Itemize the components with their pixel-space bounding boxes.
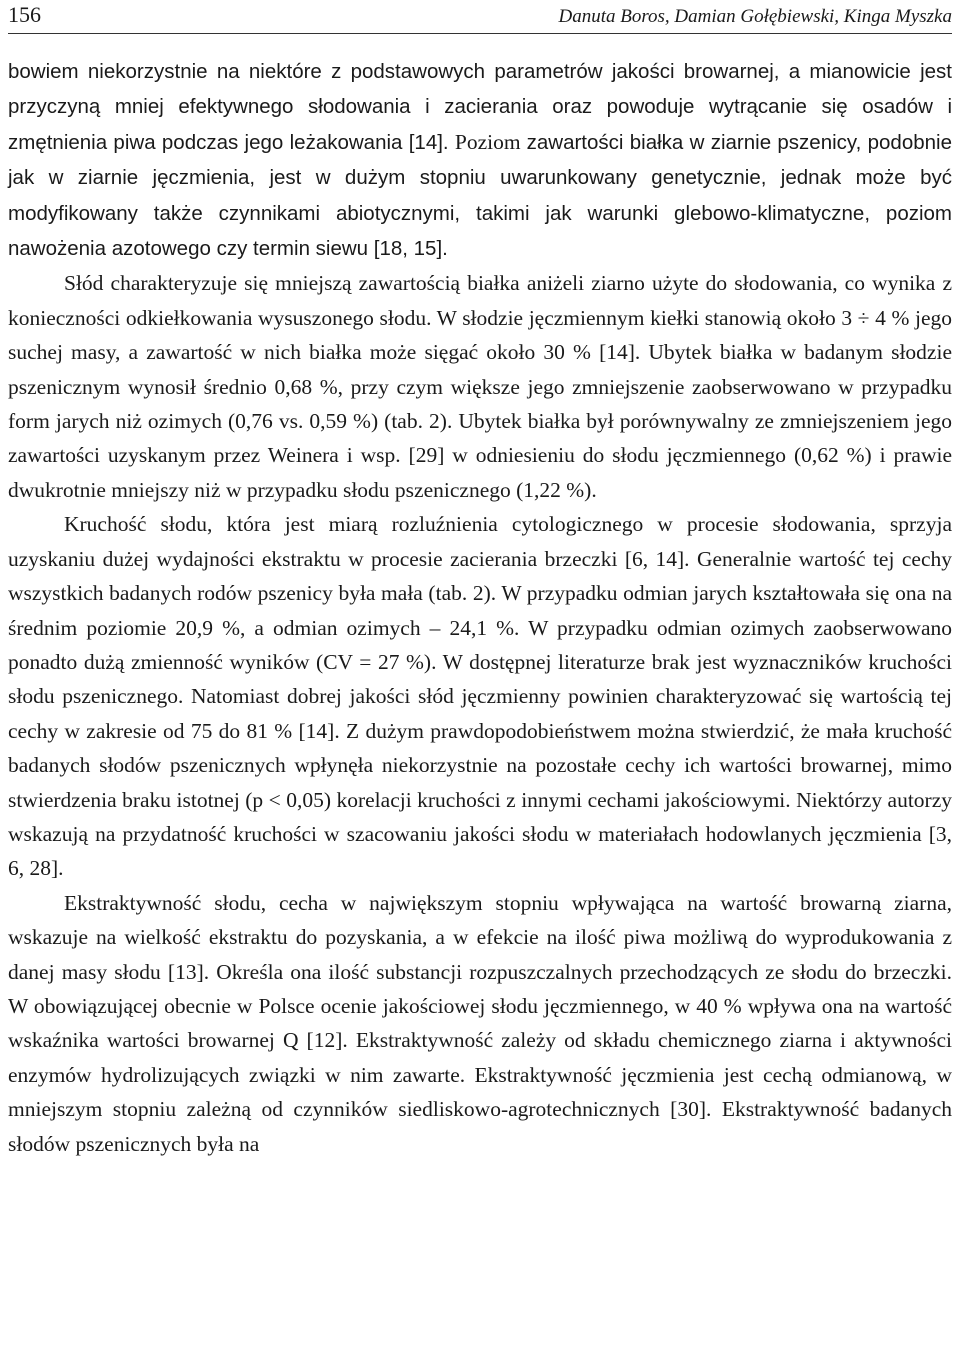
paragraph-malt-friability: [8, 507, 952, 885]
paragraph-segment: zawartości białka w ziarnie pszenicy, podobnie jak w ziarnie jęczmienia, jest w dużym stopniu uwarunkowany genetycznie, jednak może być modyfikowany także czynnikami abiotycznymi, takimi jak warunki glebowo-klimatyczne, poziom nawożenia azotowego czy termin siewu [18, 15].: [8, 130, 952, 261]
paragraph-malt-extract: [8, 886, 952, 1161]
body-text: [8, 54, 952, 1161]
paragraph-segment: Poziom: [454, 129, 527, 154]
document-page: [8, 0, 952, 1346]
page-number: 156: [8, 2, 41, 27]
paragraph-protein-content: [8, 54, 952, 266]
paragraph-segment: Kruchość słodu, która jest miarą rozluźnienia cytologicznego w procesie słodowania, sprzyja uzyskaniu dużej wydajności ekstraktu w procesie zacierania brzeczki [6, 14]. Generalnie wartość tej cechy wszystkich badanych rodów pszenicy była mała (tab. 2). W przypadku odmian jarych kształtowała się ona na średnim poziomie 20,9 %, a odmian ozimych – 24,1 %. W przypadku odmian ozimych zaobserwowano ponadto dużą zmienność wyników (CV = 27 %). W dostępnej literaturze brak jest wyznaczników kruchości słodu pszenicznego. Natomiast dobrej jakości słód jęczmienny powinien charakteryzować się wartością tej cechy w zakresie od 75 do 81 % [14]. Z dużym prawdopodobieństwem można stwierdzić, że mała kruchość badanych słodów pszenicznych wpłynęła niekorzystnie na pozostałe cechy ich wartości browarnej, mimo stwierdzenia braku istotnej (p < 0,05) korelacji kruchości z innymi cechami jakościowymi. Niektórzy autorzy wskazują na przydatność kruchości w szacowaniu jakości słodu w materiałach hodowlanych jęczmienia [3, 6, 28].: [8, 512, 952, 881]
paragraph-segment: Słód charakteryzuje się mniejszą zawartością białka aniżeli ziarno użyte do słodowania, co wynika z konieczności odkiełkowania wysuszonego słodu. W słodzie jęczmiennym kiełki stanowią około 3 ÷ 4 % jego suchej masy, a zawartość w nich białka może sięgać około 30 % [14]. Ubytek białka w badanym słodzie pszenicznym wynosił średnio 0,68 %, przy czym większe jego zmniejszenie zaobserwowano w przypadku form jarych niż ozimych (0,76 vs. 0,59 %) (tab. 2). Ubytek białka był porównywalny ze zmniejszeniem jego zawartości uzyskanym przez Weinera i wsp. [29] w odniesieniu do słodu jęczmiennego (0,62 %) i prawie dwukrotnie mniejszy niż w przypadku słodu pszenicznego (1,22 %).: [8, 271, 952, 502]
running-header-authors: Danuta Boros, Damian Gołębiewski, Kinga Myszka: [558, 6, 952, 27]
paragraph-segment: bowiem niekorzystnie na niektóre z podstawowych parametrów jakości browarnej, a mianowicie jest przyczyną mniej efektywnego słodowania i zacierania oraz powoduje wytrącanie się osadów i zmętnienia piwa podczas jego leżakowania [14].: [8, 60, 952, 154]
paragraph-malt-protein: [8, 266, 952, 507]
paragraph-segment: Ekstraktywność słodu, cecha w największym stopniu wpływająca na wartość browarną ziarna, wskazuje na wielkość ekstraktu do pozyskania, a w efekcie na ilość piwa możliwą do wyprodukowania z danej masy słodu [13]. Określa ona ilość substancji rozpuszczalnych przechodzących ze słodu do brzeczki. W obowiązującej obecnie w Polsce ocenie jakościowej słodu jęczmiennego, w 40 % wpływa ona na wartość wskaźnika wartości browarnej Q [12]. Ekstraktywność zależy od składu chemicznego ziarna i aktywności enzymów hydrolizujących związki w nim zawarte. Ekstraktywność jęczmienia jest cechą odmianową, w mniejszym stopniu zależną od czynników siedliskowo-agrotechnicznych [30]. Ekstraktywność badanych słodów pszenicznych była na: [8, 890, 952, 1156]
running-header: [8, 0, 952, 34]
